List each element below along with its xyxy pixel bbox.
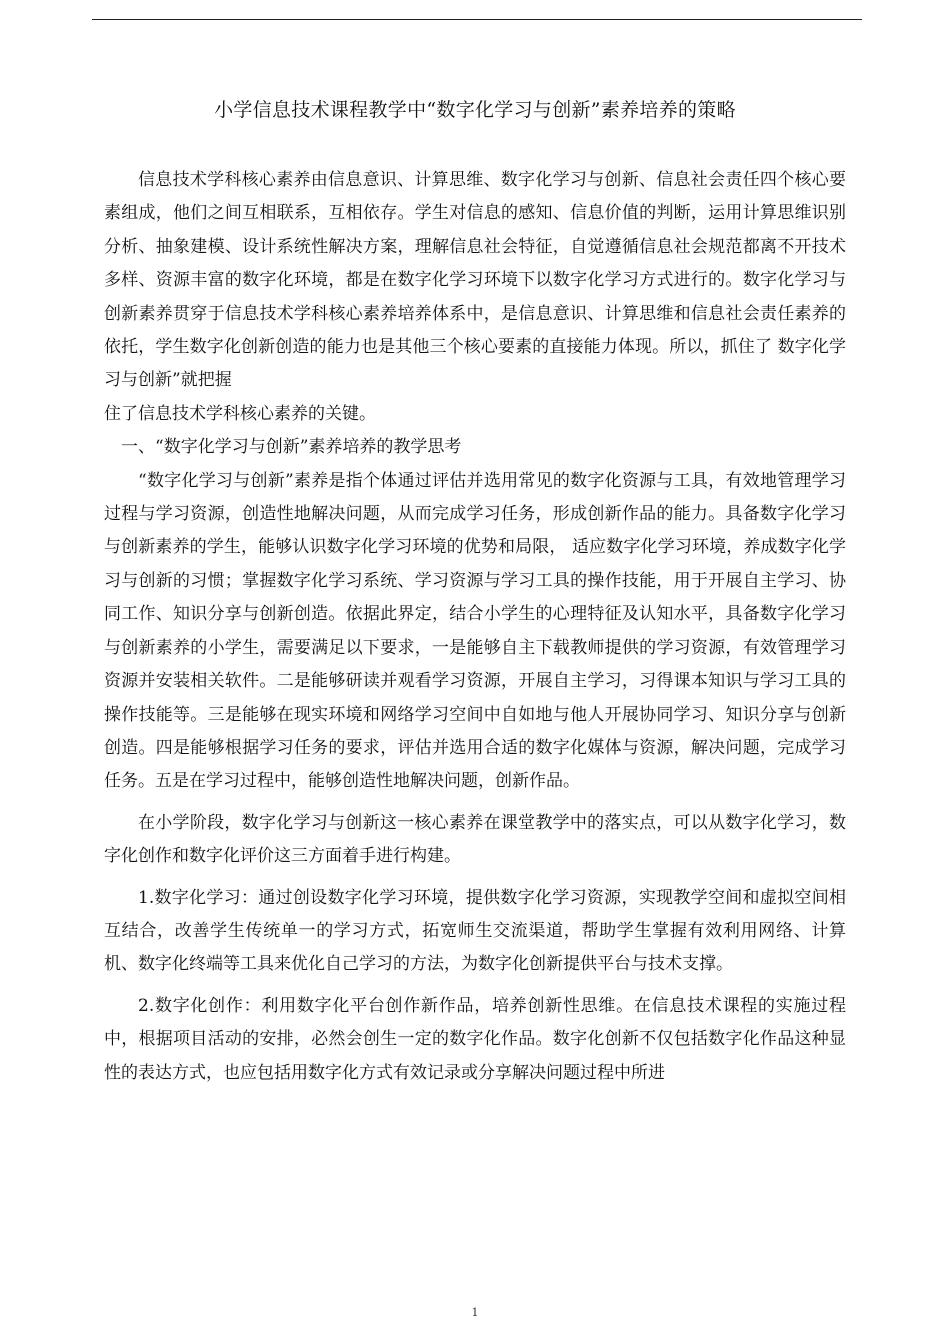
document-body xyxy=(104,164,846,1090)
page-number: 1 xyxy=(471,1306,479,1319)
document-title: 小学信息技术课程教学中“数字化学习与创新”素养培养的策略 xyxy=(214,99,736,121)
paragraph-definition: “数字化学习与创新”素养是指个体通过评估并选用常见的数字化资源与工具，有效地管理学习过程与学习资源，创造性地解决问题，从而完成学习任务，形成创新作品的能力。具备数字化学习与创新素养的学生，能够认识数字化学习环境的优势和局限， 适应数字化学习环境，养成数字化学习与创新的习惯；掌握数字化学习系统、学习资源与学习工具的操作技能，用于开展自主学习、协同工作、知识分享与创新创造。依据此界定，结合小学生的心理特征及认知水平，具备数字化学习与创新素养的小学生，需要满足以下要求，一是能够自主下载教师提供的学习资源，有效管理学习资源并安装相关软件。二是能够研读并观看学习资源，开展自主学习，习得课本知识与学习工具的操作技能等。三是能够在现实环境和网络学习空间中自如地与他人开展协同学习、知识分享与创新创造。四是能够根据学习任务的要求，评估并选用合适的数字化媒体与资源，解决问题，完成学习任务。五是在学习过程中，能够创造性地解决问题，创新作品。 xyxy=(104,470,846,792)
paragraph-intro-continued: 住了信息技术学科核心素养的关键。 xyxy=(104,403,376,424)
paragraph-intro: 信息技术学科核心素养由信息意识、计算思维、数字化学习与创新、信息社会责任四个核心要素组成，他们之间互相联系，互相依存。学生对信息的感知、信息价值的判断，运用计算思维识别分析、抽象建模、设计系统性解决方案，理解信息社会特征，自觉遵循信息社会规范都离不开技术多样、资源丰富的数字化环境，都是在数字化学习环境下以数字化学习方式进行的。数字化学习与创新素养贯穿于信息技术学科核心素养培养体系中，是信息意识、计算思维和信息社会责任素养的依托，学生数字化创新创造的能力也是其他三个核心要素的直接能力体现。所以，抓住了 数字化学习与创新”就把握 xyxy=(104,170,846,391)
list-item-digital-creation: 2.数字化创作：利用数字化平台创作新作品，培养创新性思维。在信息技术课程的实施过程中，根据项目活动的安排，必然会创生一定的数字化作品。数字化创新不仅包括数字化作品这种显性的表达方式，也应包括用数字化方式有效记录或分享解决问题过程中所进 xyxy=(104,995,846,1083)
section-heading-1: 一、“数字化学习与创新”素养培养的教学思考 xyxy=(121,437,462,458)
header-rule xyxy=(92,19,862,20)
paragraph-implementation: 在小学阶段，数字化学习与创新这一核心素养在课堂教学中的落实点，可以从数字化学习，数字化创作和数字化评价这三方面着手进行构建。 xyxy=(104,812,846,867)
list-item-digital-learning: 1.数字化学习：通过创设数字化学习环境，提供数字化学习资源，实现教学空间和虚拟空间相互结合，改善学生传统单一的学习方式，拓宽师生交流渠道，帮助学生掌握有效利用网络、计算机、数字化终端等工具来优化自己学习的方法，为数字化创新提供平台与技术支撑。 xyxy=(104,887,846,975)
